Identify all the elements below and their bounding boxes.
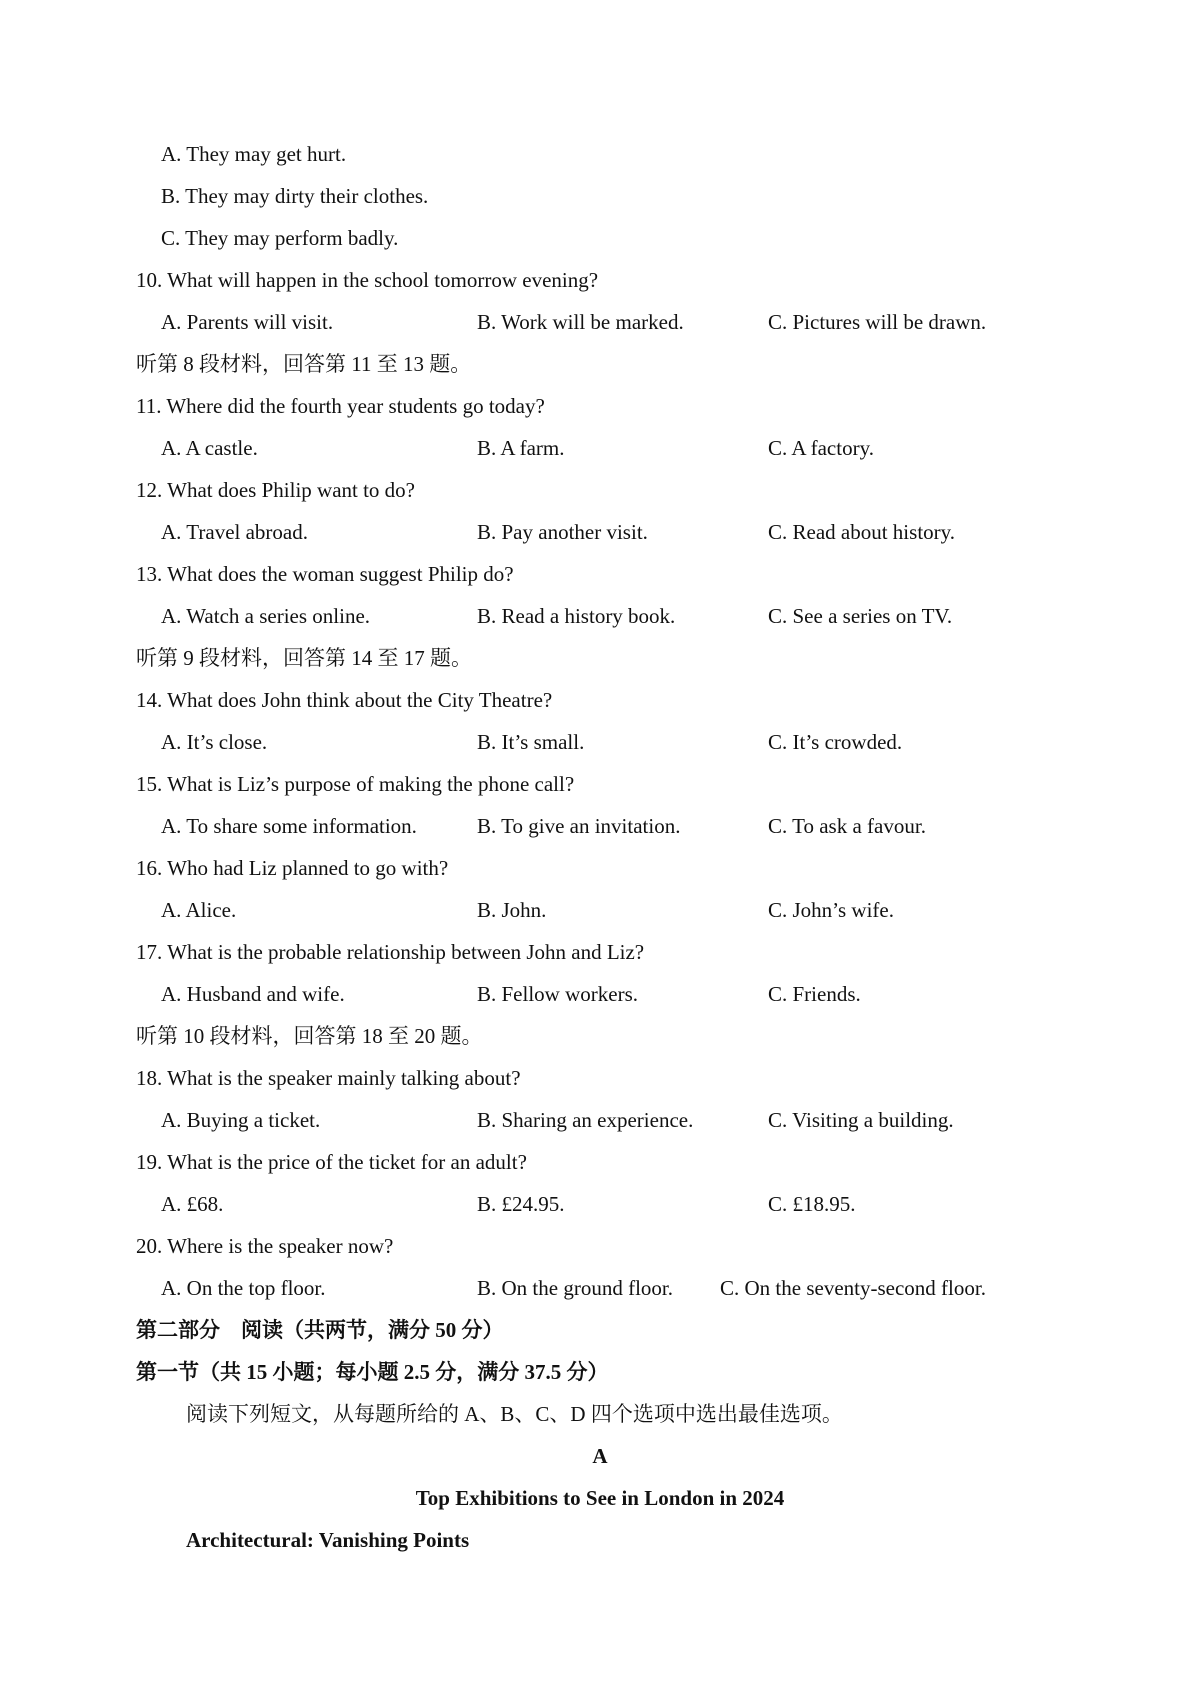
q16-option-a: A. Alice. (161, 898, 237, 922)
q16-option-c: C. John’s wife. (768, 898, 894, 922)
q14-stem: 14. What does John think about the City Theatre? (136, 688, 553, 712)
q17-option-c: C. Friends. (768, 982, 861, 1006)
q14-options (161, 728, 1061, 756)
q12-stem: 12. What does Philip want to do? (136, 478, 415, 502)
q13-option-b: B. Read a history book. (477, 604, 676, 628)
q17-stem: 17. What is the probable relationship between John and Liz? (136, 940, 645, 964)
q11-option-c: C. A factory. (768, 436, 874, 460)
q11-option-a: A. A castle. (161, 436, 258, 460)
q11-stem: 11. Where did the fourth year students go today? (136, 394, 545, 418)
q15-stem: 15. What is Liz’s purpose of making the phone call? (136, 772, 575, 796)
q13-option-a: A. Watch a series online. (161, 604, 371, 628)
q19-option-b: B. £24.95. (477, 1192, 565, 1216)
q20-option-a: A. On the top floor. (161, 1276, 326, 1300)
q18-option-b: B. Sharing an experience. (477, 1108, 694, 1132)
q11-options (161, 434, 1061, 462)
q13-stem: 13. What does the woman suggest Philip do? (136, 562, 514, 586)
q18-options (161, 1106, 1061, 1134)
q17-option-a: A. Husband and wife. (161, 982, 345, 1006)
q12-option-a: A. Travel abroad. (161, 520, 308, 544)
q17-option-b: B. Fellow workers. (477, 982, 638, 1006)
q12-option-b: B. Pay another visit. (477, 520, 648, 544)
q19-option-c: C. £18.95. (768, 1192, 856, 1216)
q10-option-b: B. Work will be marked. (477, 310, 684, 334)
q14-option-b: B. It’s small. (477, 730, 585, 754)
q15-option-a: A. To share some information. (161, 814, 417, 838)
q13-option-c: C. See a series on TV. (768, 604, 953, 628)
q18-stem: 18. What is the speaker mainly talking about? (136, 1066, 521, 1090)
section-header-9: 听第 9 段材料，回答第 14 至 17 题。 (136, 646, 472, 670)
q12-options (161, 518, 1061, 546)
q17-options (161, 980, 1061, 1008)
q10-option-c: C. Pictures will be drawn. (768, 310, 987, 334)
part2-section1-heading: 第一节（共 15 小题；每小题 2.5 分，满分 37.5 分） (136, 1360, 609, 1384)
q20-stem: 20. Where is the speaker now? (136, 1234, 394, 1258)
q16-options (161, 896, 1061, 924)
q9-option-b: B. They may dirty their clothes. (161, 184, 429, 208)
section-header-10: 听第 10 段材料，回答第 18 至 20 题。 (136, 1024, 483, 1048)
q19-option-a: A. £68. (161, 1192, 224, 1216)
q14-option-a: A. It’s close. (161, 730, 268, 754)
q20-options (161, 1274, 1061, 1302)
q9-option-c: C. They may perform badly. (161, 226, 399, 250)
q10-options (161, 308, 1061, 336)
q9-option-a: A. They may get hurt. (161, 142, 347, 166)
part2-instruction: 阅读下列短文，从每题所给的 A、B、C、D 四个选项中选出最佳选项。 (186, 1402, 843, 1426)
q10-option-a: A. Parents will visit. (161, 310, 334, 334)
q14-option-c: C. It’s crowded. (768, 730, 903, 754)
q13-options (161, 602, 1061, 630)
part2-title: 第二部分 阅读（共两节，满分 50 分） (136, 1318, 504, 1342)
q20-option-b: B. On the ground floor. (477, 1276, 673, 1300)
q12-option-c: C. Read about history. (768, 520, 956, 544)
q20-option-c-wide: C. On the seventy-second floor. (720, 1276, 986, 1300)
q15-option-b: B. To give an invitation. (477, 814, 681, 838)
passage-title: Top Exhibitions to See in London in 2024 (415, 1486, 785, 1510)
passage-letter: A (592, 1444, 608, 1468)
passage-subheading: Architectural: Vanishing Points (186, 1528, 470, 1552)
q19-stem: 19. What is the price of the ticket for an adult? (136, 1150, 527, 1174)
q16-option-b: B. John. (477, 898, 547, 922)
q18-option-c: C. Visiting a building. (768, 1108, 954, 1132)
q18-option-a: A. Buying a ticket. (161, 1108, 321, 1132)
q10-stem: 10. What will happen in the school tomorrow evening? (136, 268, 599, 292)
q19-options (161, 1190, 1061, 1218)
q15-option-c: C. To ask a favour. (768, 814, 926, 838)
q15-options (161, 812, 1061, 840)
q11-option-b: B. A farm. (477, 436, 565, 460)
section-header-8: 听第 8 段材料，回答第 11 至 13 题。 (136, 352, 472, 376)
q16-stem: 16. Who had Liz planned to go with? (136, 856, 449, 880)
